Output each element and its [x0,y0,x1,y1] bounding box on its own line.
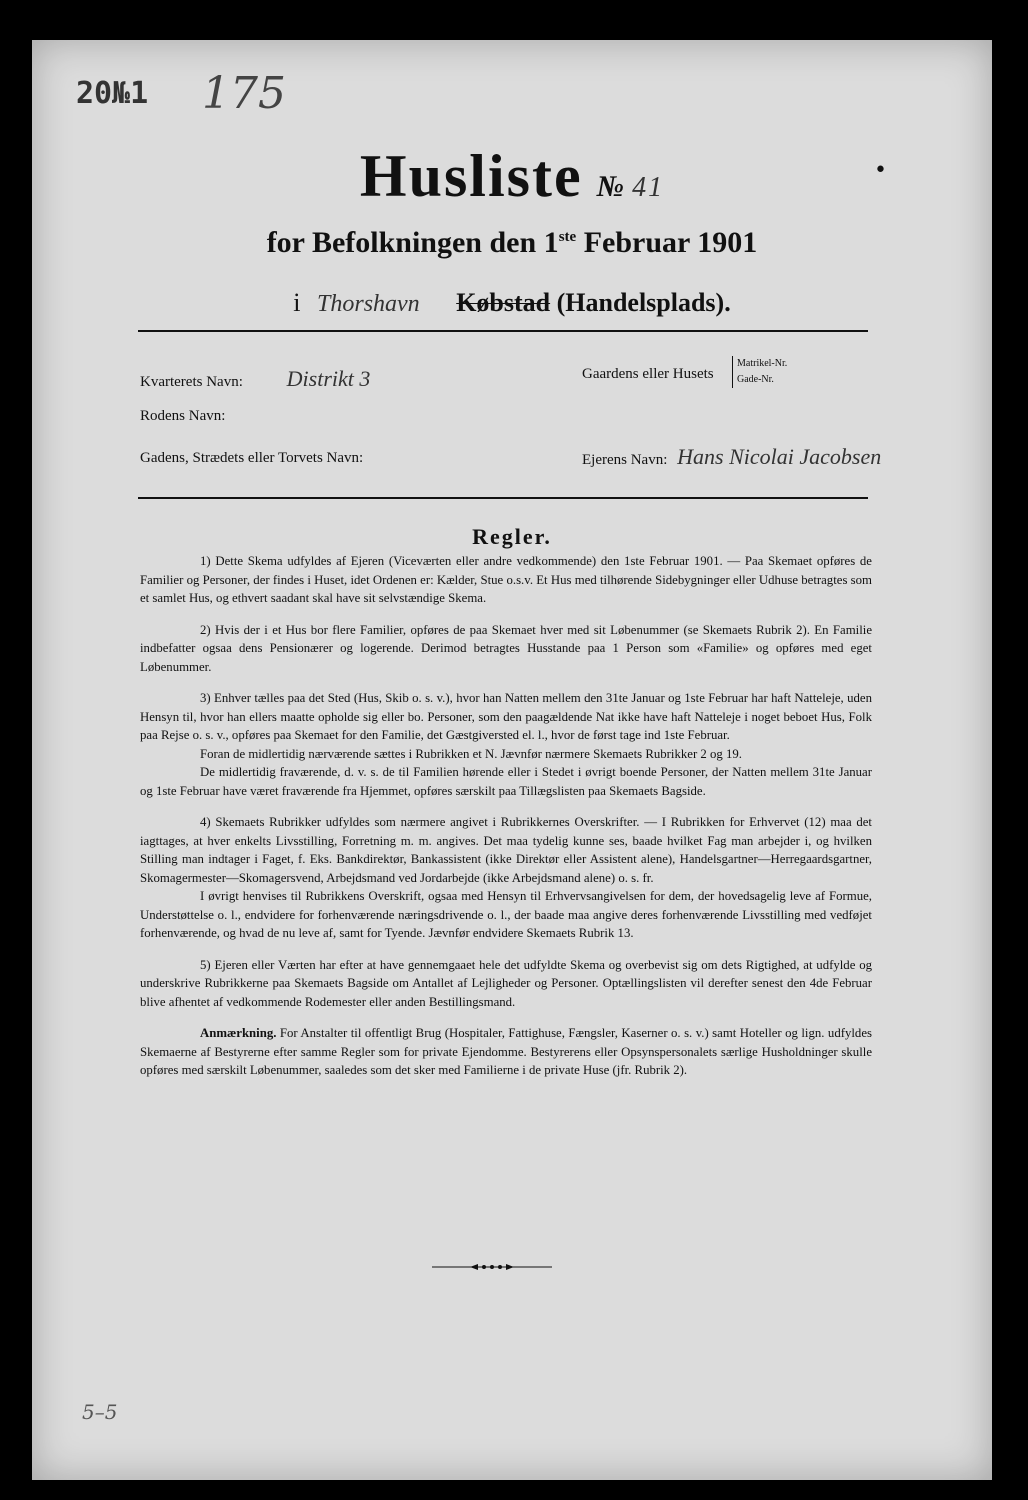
subtitle-sup: ste [558,229,577,245]
annotation-text: For Anstalter til offentligt Brug (Hospitaler, Fattighuse, Fængsler, Kaserner o. s. v.) samt Hoteller og lign. udfyldes Skemaerne af Bestyrerne efter samme Regler som for private Ejendomme. Bestyrerens eller Opsynspersonalets særlige Husholdninger skulle opføres med særskilt Løbenummer, saaledes som det sker med Familierne i de private Huse (jfr. Rubrik 2). [140,1026,872,1077]
form-title [32,142,992,211]
rule-1: 1) Dette Skema udfyldes af Ejeren (Viceværten eller andre vedkommende) den 1ste Februar 1901. — Paa Skemaet opføres de Familier og Personer, der findes i Huset, idet Ordenen er: Kælder, Stue o.s.v. Et Hus med tilhørende Sidebygninger eller Udhuse betragtes som et samlet Hus, og ethvert saadant skal have sit selvstændige Skema. [140,554,872,605]
handelsplads-label: (Handelsplads). [556,288,731,317]
archive-stamp-number: 20№1 [76,76,149,111]
census-form-page [32,40,992,1480]
kvarter-value: Distrikt 3 [286,366,371,391]
ejer-value: Hans Nicolai Jacobsen [677,444,882,469]
top-rule [138,330,868,332]
title-main: Husliste [359,143,583,209]
matrikel-label: Matrikel-Nr. [737,358,788,369]
handwritten-number: 175 [202,68,286,119]
town-prefix: i [293,288,301,317]
ejer-label: Ejerens Navn: [582,452,668,468]
gaard-label: Gaardens eller Husets [582,366,714,382]
rules-body [140,552,872,1093]
margin-note-bottom-left: 5–5 [82,1400,118,1424]
roden-field [140,408,225,425]
form-subtitle [32,226,992,260]
rule-4: 4) Skemaets Rubrikker udfyldes som nærmere angivet i Rubrikkernes Overskrifter. — I Rubrikken for Erhvervet (12) maa det iagttages, at hver enkelts Livsstilling, Forretning m. m. angives. Det maa tydelig kunne ses, baade hvilket Fag man arbejder i, og hvilken Stilling man indtager i Faget, f. Eks. Bankdirektør, Bankassistent (ikke Direktør eller Assistent alene), Handelsgartner—Herregaardsgartner, Skomagermester—Skomagersvend, Arbejdsmand ved Jordarbejde (ikke Arbejdsmand alene) o. s. fr. [140,815,872,885]
bottom-rule [138,497,868,499]
gaard-field [582,366,714,383]
kvarter-field [140,366,370,392]
rule-3-note-absent: De midlertidig fraværende, d. v. s. de til Familien hørende eller i Stedet i øvrigt boende Personer, der Natten mellem 31te Januar og 1ste Februar have været fraværende fra Hjemmet, opføres særskilt paa Tillægslisten paa Skemaets Bagside. [140,765,872,798]
roden-label: Rodens Navn: [140,408,226,424]
gaard-number-brace [732,356,787,388]
gade-nr-label: Gade-Nr. [737,374,774,385]
town-line [32,288,992,318]
title-number-value: 41 [632,172,665,203]
rule-5: 5) Ejeren eller Værten har efter at have gennemgaaet hele det udfyldte Skema og overbevist sig om dets Rigtighed, at udfylde og underskrive Rubrikkerne paa Skemaets Bagside om Antallet af Lejligheder og Personer. Optællingslisten vil derefter senest den 4de Februar blive afhentet af vedkommende Rodemester eller anden Bestillingsmand. [140,957,872,1009]
rule-4-note: I øvrigt henvises til Rubrikkens Overskrift, ogsaa med Hensyn til Erhvervsangivelsen for dem, der hovedsagelig leve af Formue, Understøttelse o. l., endvidere for forhenværende næringsdrivende o. l., der baade maa angive deres forhenværende Livsstilling med vedføjet forhenværende, og hvad de nu leve af, samt for Tyende. Jævnfør endvidere Skemaets Rubrik 13. [140,889,872,940]
ejer-field [582,444,881,470]
rule-2: 2) Hvis der i et Hus bor flere Familier, opføres de paa Skemaet hver med sit Løbenummer (se Skemaets Rubrik 2). En Familie indbefatter ogsaa dens Pensionærer og logerende. Derimod betragtes Husstande paa 1 Person som «Familie» og opføres med eget Løbenummer. [140,622,872,674]
rules-heading: Regler. [472,524,552,549]
town-handwritten: Thorshavn [317,291,420,317]
gade-navn-label: Gadens, Strædets eller Torvets Navn: [140,450,364,466]
kvarter-label: Kvarterets Navn: [140,374,243,390]
rule-3: 3) Enhver tælles paa det Sted (Hus, Skib o. s. v.), hvor han Natten mellem den 31te Januar og 1ste Februar har haft Natteleje, uden Hensyn til, hvor han ellers maatte opholde sig eller bo. Personer, som den paagældende Nat ikke have haft Natteleje i noget beboet Hus, Folk paa Rejse o. s. v., opføres paa Skemaet for den Familie, det Gæstgiversted el. l., hvor de først tage ind 1ste Februar. [140,691,872,742]
ink-dot: • [874,158,887,183]
title-number-label: № [596,170,627,203]
annotation [140,1024,872,1080]
gade-navn-field [140,450,363,467]
subtitle-post: Februar 1901 [576,226,758,259]
rule-3-note-n: Foran de midlertidig nærværende sættes i Rubrikken et N. Jævnfør nærmere Skemaets Rubrikker 2 og 19. [200,746,743,761]
ornament-divider [432,1264,552,1270]
subtitle-pre: for Befolkningen den 1 [266,226,559,259]
kobstad-label: Købstad [456,288,551,317]
annotation-label: Anmærkning. [200,1026,277,1040]
